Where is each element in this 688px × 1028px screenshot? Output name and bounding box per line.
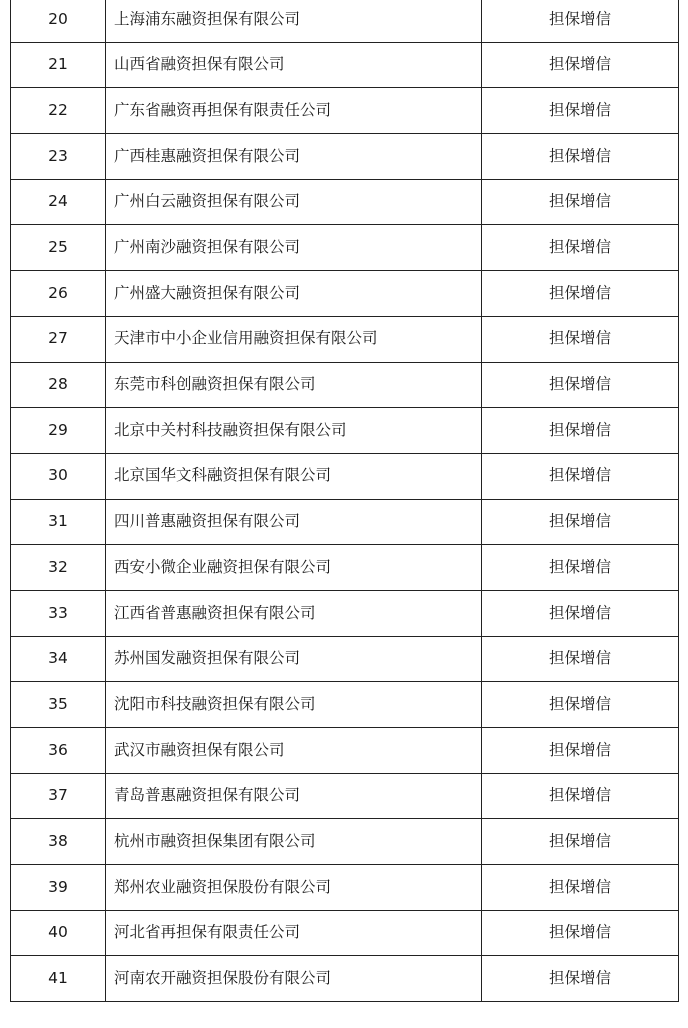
table-row [11, 499, 679, 545]
table-row [11, 42, 679, 88]
row-number: 21 [11, 42, 106, 88]
institution-name: 东莞市科创融资担保有限公司 [106, 362, 482, 408]
service-type: 担保增信 [482, 271, 679, 317]
row-number: 34 [11, 636, 106, 682]
row-number: 33 [11, 590, 106, 636]
table-row [11, 819, 679, 865]
service-type: 担保增信 [482, 225, 679, 271]
institution-name: 北京国华文科融资担保有限公司 [106, 453, 482, 499]
service-type: 担保增信 [482, 910, 679, 956]
service-type: 担保增信 [482, 956, 679, 1002]
table-row [11, 362, 679, 408]
row-number: 25 [11, 225, 106, 271]
table-row [11, 636, 679, 682]
row-number: 35 [11, 682, 106, 728]
row-number: 37 [11, 773, 106, 819]
service-type: 担保增信 [482, 865, 679, 911]
row-number: 41 [11, 956, 106, 1002]
institution-name: 广州盛大融资担保有限公司 [106, 271, 482, 317]
service-type: 担保增信 [482, 134, 679, 180]
table-row [11, 179, 679, 225]
row-number: 32 [11, 545, 106, 591]
institution-name: 广东省融资再担保有限责任公司 [106, 88, 482, 134]
row-number: 36 [11, 728, 106, 774]
service-type: 担保增信 [482, 819, 679, 865]
institution-name: 天津市中小企业信用融资担保有限公司 [106, 316, 482, 362]
row-number: 29 [11, 408, 106, 454]
table-row [11, 408, 679, 454]
row-number: 39 [11, 865, 106, 911]
institution-name: 河北省再担保有限责任公司 [106, 910, 482, 956]
institution-name: 青岛普惠融资担保有限公司 [106, 773, 482, 819]
table-row [11, 225, 679, 271]
table-row [11, 728, 679, 774]
institution-name: 沈阳市科技融资担保有限公司 [106, 682, 482, 728]
institution-name: 山西省融资担保有限公司 [106, 42, 482, 88]
table-row [11, 865, 679, 911]
table-row [11, 910, 679, 956]
institution-name: 四川普惠融资担保有限公司 [106, 499, 482, 545]
table-row [11, 773, 679, 819]
service-type: 担保增信 [482, 408, 679, 454]
institution-name: 苏州国发融资担保有限公司 [106, 636, 482, 682]
row-number: 40 [11, 910, 106, 956]
row-number: 27 [11, 316, 106, 362]
row-number: 22 [11, 88, 106, 134]
row-number: 38 [11, 819, 106, 865]
row-number: 28 [11, 362, 106, 408]
institution-name: 武汉市融资担保有限公司 [106, 728, 482, 774]
service-type: 担保增信 [482, 773, 679, 819]
service-type: 担保增信 [482, 499, 679, 545]
service-type: 担保增信 [482, 42, 679, 88]
row-number: 30 [11, 453, 106, 499]
row-number: 26 [11, 271, 106, 317]
table-row [11, 682, 679, 728]
institution-name: 广州南沙融资担保有限公司 [106, 225, 482, 271]
row-number: 23 [11, 134, 106, 180]
institution-table [10, 0, 679, 1002]
institution-name: 河南农开融资担保股份有限公司 [106, 956, 482, 1002]
institution-name: 西安小微企业融资担保有限公司 [106, 545, 482, 591]
institution-name: 广西桂惠融资担保有限公司 [106, 134, 482, 180]
institution-name: 上海浦东融资担保有限公司 [106, 0, 482, 42]
institution-name: 广州白云融资担保有限公司 [106, 179, 482, 225]
institution-table-container [10, 0, 678, 1002]
institution-name: 北京中关村科技融资担保有限公司 [106, 408, 482, 454]
table-row [11, 590, 679, 636]
service-type: 担保增信 [482, 728, 679, 774]
table-row [11, 453, 679, 499]
table-row [11, 88, 679, 134]
service-type: 担保增信 [482, 545, 679, 591]
institution-name: 江西省普惠融资担保有限公司 [106, 590, 482, 636]
service-type: 担保增信 [482, 682, 679, 728]
row-number: 31 [11, 499, 106, 545]
table-row [11, 0, 679, 42]
service-type: 担保增信 [482, 636, 679, 682]
table-row [11, 271, 679, 317]
institution-name: 郑州农业融资担保股份有限公司 [106, 865, 482, 911]
service-type: 担保增信 [482, 453, 679, 499]
row-number: 20 [11, 0, 106, 42]
service-type: 担保增信 [482, 316, 679, 362]
table-row [11, 545, 679, 591]
institution-name: 杭州市融资担保集团有限公司 [106, 819, 482, 865]
institution-table-body [11, 0, 679, 1002]
service-type: 担保增信 [482, 88, 679, 134]
service-type: 担保增信 [482, 0, 679, 42]
table-row [11, 956, 679, 1002]
service-type: 担保增信 [482, 590, 679, 636]
service-type: 担保增信 [482, 362, 679, 408]
table-row [11, 316, 679, 362]
table-row [11, 134, 679, 180]
service-type: 担保增信 [482, 179, 679, 225]
row-number: 24 [11, 179, 106, 225]
